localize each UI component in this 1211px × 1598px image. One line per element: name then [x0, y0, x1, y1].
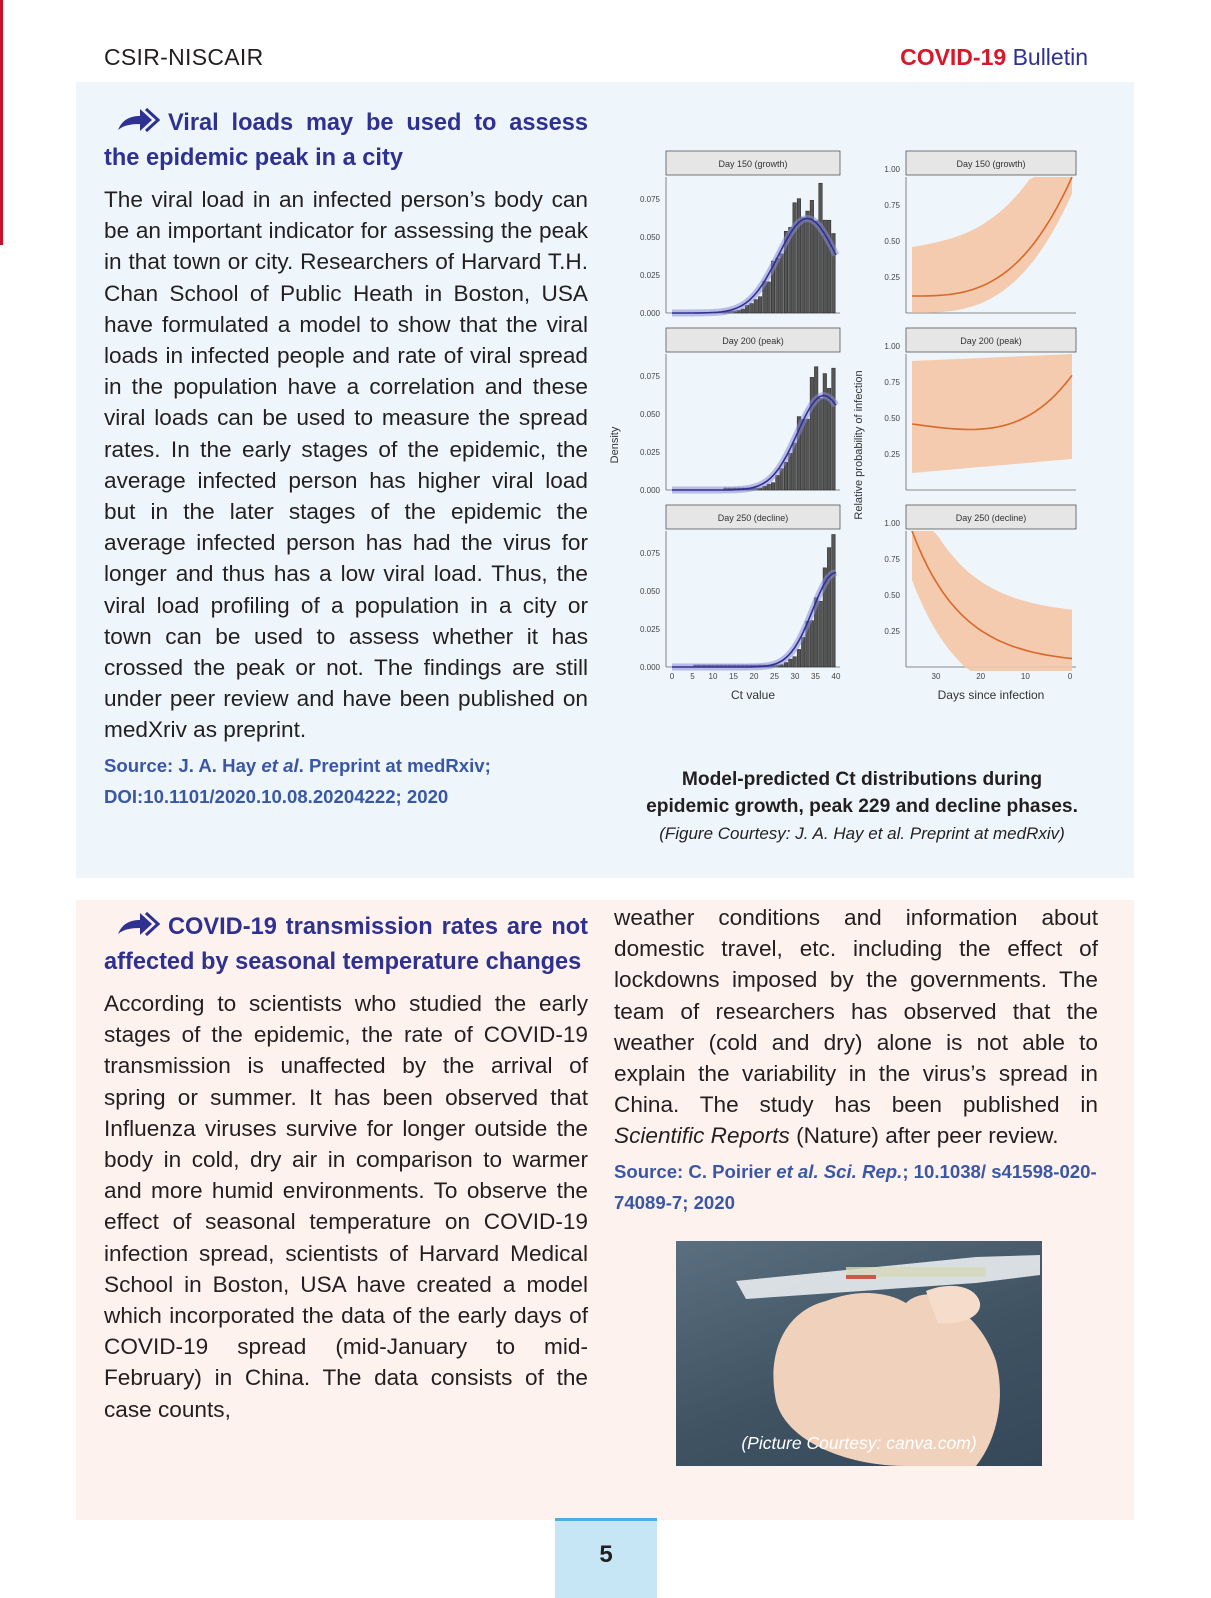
density-bar: [819, 183, 823, 313]
density-bar: [801, 218, 805, 313]
left-y-tick: 0.075: [639, 372, 660, 381]
article2-body-right-b: (Nature) after peer review.: [789, 1123, 1059, 1149]
right-y-tick: 0.50: [884, 591, 900, 600]
figure-caption: [604, 766, 1120, 847]
density-bar: [784, 663, 788, 667]
density-bar: [814, 221, 818, 313]
left-y-tick: 0.000: [639, 663, 660, 672]
article2-journal: Scientific Reports: [614, 1123, 790, 1149]
left-y-tick: 0.050: [639, 587, 660, 596]
density-bar: [793, 657, 797, 667]
article2-body-left: According to scientists who studied the early stages of the epidemic, the rate of COVID-19 transmission is unaffected by the arrival of spring or summer. It has been observed that Influenza viruses survive for longer outside the body in cold, dry air in comparison to warmer and more humid environments. To observe the effect of seasonal temperature on COVID-19 infection spread, scientists of Harvard Medical School in Boston, USA have created a model which incorporated the data of the early days of COVID-19 spread (mid-January to mid-February) in China. The data consists of the case counts,: [104, 991, 588, 1422]
right-y-tick: 1.00: [884, 165, 900, 174]
arrow-icon: [116, 910, 160, 947]
density-bar: [771, 483, 775, 490]
right-y-tick: 0.25: [884, 273, 900, 282]
density-bar: [767, 484, 771, 490]
density-bar: [810, 621, 814, 667]
right-x-tick: 10: [1020, 672, 1030, 681]
right-panel-title: Day 150 (growth): [956, 159, 1026, 169]
left-panel-title: Day 250 (decline): [717, 513, 789, 523]
right-x-tick: 20: [976, 672, 986, 681]
article2-source-ref: ; 10.1038/ s41598-020-74089-7; 2020: [614, 1160, 1097, 1213]
left-panel-title: Day 150 (growth): [718, 159, 788, 169]
density-bar: [797, 199, 801, 313]
density-bar: [750, 304, 754, 313]
left-x-tick: 15: [729, 672, 738, 681]
density-bar: [797, 649, 801, 667]
right-y-tick: 0.25: [884, 450, 900, 459]
left-x-tick: 5: [690, 672, 695, 681]
density-bar: [793, 203, 797, 313]
left-x-tick: 20: [749, 672, 759, 681]
photo-credit: (Picture Courtesy: canva.com): [741, 1433, 977, 1453]
right-y-tick: 0.75: [884, 555, 900, 564]
density-bar: [754, 300, 758, 313]
left-y-tick: 0.000: [639, 309, 660, 318]
density-bar: [823, 374, 827, 490]
header-covid: COVID-19: [900, 44, 1007, 70]
ct-distribution-figure: [604, 135, 1120, 743]
article2-source-journal: et al. Sci. Rep.: [776, 1160, 903, 1182]
article2-source: [614, 1156, 1098, 1218]
left-y-tick: 0.050: [639, 233, 660, 242]
density-bar: [789, 453, 793, 490]
density-bar: [806, 419, 810, 490]
left-x-tick: 0: [669, 672, 675, 681]
article1-column: [104, 106, 588, 812]
right-y-tick: 0.25: [884, 627, 900, 636]
right-y-tick: 0.50: [884, 237, 900, 246]
thermometer-photo: [676, 1241, 1042, 1466]
header-bulletin-word: Bulletin: [1012, 44, 1088, 70]
density-bar: [819, 601, 823, 667]
article2-body-right-a: weather conditions and information about domestic travel, etc. including the effect of lockdowns imposed by the governments. The team of researchers has observed that the weather (cold and dry) alone is not able to explain the variability in the virus’s spread in China. The study has been published in: [614, 905, 1098, 1118]
article2-source-author: Source: C. Poirier: [614, 1160, 777, 1182]
left-y-tick: 0.025: [639, 448, 660, 457]
density-bar: [806, 211, 810, 313]
left-x-tick: 40: [831, 672, 841, 681]
right-x-tick: 0: [1067, 672, 1073, 681]
left-y-tick: 0.075: [639, 195, 660, 204]
right-y-tick: 1.00: [884, 519, 900, 528]
left-y-tick: 0.025: [639, 271, 660, 280]
right-panel-title: Day 200 (peak): [960, 336, 1022, 346]
header-bulletin: [900, 44, 1088, 71]
left-panel-title: Day 200 (peak): [722, 336, 784, 346]
density-bar: [793, 443, 797, 490]
left-y-tick: 0.025: [639, 625, 660, 634]
page-edge-marker: [0, 0, 3, 245]
article1-body: The viral load in an infected person’s body can be an important indicator for assessing the peak in that town or city. Researchers of Harvard T.H. Chan School of Public Heath in Boston, USA have formulated a model to show that the viral loads in infected people and rate of viral spread in the population have a correlation and these viral loads can be used to measure the spread rates. In the early stages of the epidemic, the average infected person has higher viral load but in the later stages of the epidemic the average infected person has had the virus for longer and thus has a low viral load. Thus, the viral load profiling of a population in a city or town can be used to assess whether it has crossed the peak or not. The findings are still under peer review and have been published on medXriv as preprint.: [104, 187, 588, 743]
probability-band: [912, 531, 1072, 671]
left-y-tick: 0.000: [639, 486, 660, 495]
article1-source-author: Source: J. A. Hay: [104, 754, 262, 776]
density-bar: [832, 534, 836, 667]
right-y-label: Relative probability of infection: [853, 370, 865, 520]
article1-source-ref: . Preprint at medRxiv; DOI:10.1101/2020.10.08.20204222; 2020: [104, 754, 491, 807]
probability-band: [912, 177, 1072, 313]
figure-svg: [604, 135, 1120, 743]
density-bar: [784, 462, 788, 490]
density-bar: [758, 297, 762, 313]
right-y-tick: 0.75: [884, 201, 900, 210]
article1-source: [104, 750, 588, 812]
right-panel-title: Day 250 (decline): [955, 513, 1027, 523]
article2-heading-text: COVID-19 transmission rates are not affected by seasonal temperature changes: [104, 914, 588, 975]
header-org: CSIR-NISCAIR: [104, 44, 264, 70]
article2-left-column: [104, 910, 588, 1425]
left-x-tick: 25: [770, 672, 779, 681]
density-bar: [741, 309, 745, 313]
right-y-tick: 1.00: [884, 342, 900, 351]
density-bar: [810, 377, 814, 490]
article1-source-etal: et al: [261, 754, 299, 776]
density-bar: [776, 475, 780, 490]
density-bar: [780, 254, 784, 313]
density-bar: [814, 367, 818, 490]
page-number-box: [555, 1518, 657, 1598]
caption-line1: Model-predicted Ct distributions during: [681, 769, 1043, 790]
left-y-tick: 0.075: [639, 549, 660, 558]
density-bar: [827, 548, 831, 667]
arrow-icon: [116, 106, 160, 143]
right-y-tick: 0.50: [884, 414, 900, 423]
article2-body-right: [614, 902, 1098, 1152]
article2-right-column: [614, 902, 1098, 1218]
density-bar: [789, 659, 793, 667]
density-bar: [819, 398, 823, 490]
density-bar: [832, 368, 836, 490]
left-x-tick: 30: [790, 672, 800, 681]
left-x-label: Ct value: [730, 688, 776, 702]
caption-line2: epidemic growth, peak 229 and decline phases.: [646, 796, 1078, 817]
right-y-tick: 0.75: [884, 378, 900, 387]
left-y-label: Density: [609, 426, 621, 464]
left-x-tick: 10: [708, 672, 718, 681]
article2-heading: [104, 910, 588, 978]
left-y-tick: 0.050: [639, 410, 660, 419]
right-x-label: Days since infection: [937, 688, 1045, 702]
density-bar: [767, 282, 771, 313]
caption-credit: (Figure Courtesy: J. A. Hay et al. Preprint at medRxiv): [659, 824, 1065, 843]
left-x-tick: 35: [811, 672, 820, 681]
article1-heading: [104, 106, 588, 174]
page-number: 5: [599, 1541, 613, 1568]
article1-heading-text: Viral loads may be used to assess the epidemic peak in a city: [104, 110, 588, 171]
probability-band: [912, 354, 1072, 473]
right-x-tick: 30: [931, 672, 941, 681]
